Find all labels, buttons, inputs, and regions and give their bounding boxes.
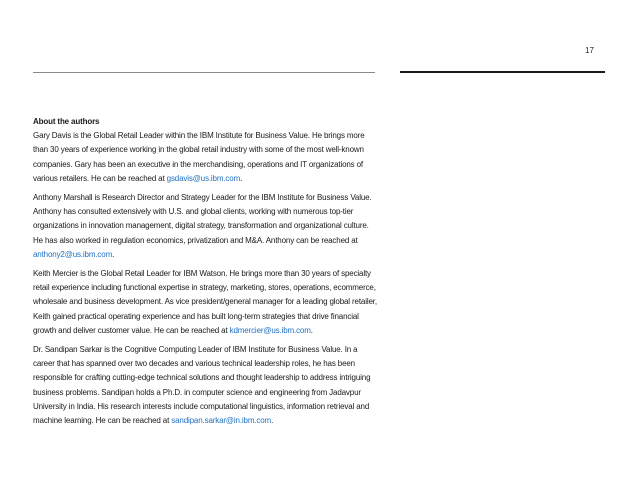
author-bio-keith-mercier: [33, 267, 378, 338]
author-bio-text: Anthony Marshall is Research Director and Strategy Leader for the IBM Institute for Business Value. Anthony has consulted extensively with U.S. and global clients, working with numerous top-tier organizations in innovation management, digital strategy, transformation and organizational culture. He has also worked in regulation economics, privatization and M&A. Anthony can be reached at: [33, 193, 372, 245]
author-bio-text: Dr. Sandipan Sarkar is the Cognitive Computing Leader of IBM Institute for Business Value. In a career that has spanned over two decades and various technical leadership roles, he has been responsible for crafting cutting-edge technical solutions and thought leadership to address intriguing business problems. Sandipan holds a Ph.D. in computer science and engineering from Jadavpur University in India. His research interests include computational linguistics, information retrieval and machine learning. He can be reached at: [33, 345, 371, 426]
author-bio-text: Keith Mercier is the Global Retail Leader for IBM Watson. He brings more than 30 years of specialty retail experience including functional expertise in strategy, marketing, stores, operations, ecommerce, wholesale and business development. As vice president/general manager for a leading global retailer, Keith gained practical operating experience and has built long-term strategies that drive financial growth and deliver customer value. He can be reached at: [33, 269, 377, 335]
bio-tail: .: [112, 249, 115, 259]
author-bio-sandipan-sarkar: [33, 343, 378, 428]
email-link-anthony2[interactable]: anthony2@us.ibm.com: [33, 249, 113, 259]
bio-tail: .: [310, 325, 313, 335]
author-bio-anthony-marshall: [33, 191, 378, 262]
author-bio-gary-davis: [33, 129, 378, 186]
email-link-kdmercier[interactable]: kdmercier@us.ibm.com: [229, 325, 311, 335]
section-heading: About the authors: [33, 117, 100, 126]
divider-rule-right: [400, 71, 605, 73]
email-link-gsdavis[interactable]: gsdavis@us.ibm.com: [166, 173, 241, 183]
page-number: 17: [585, 46, 594, 55]
bio-tail: .: [240, 173, 243, 183]
about-authors-section: [33, 115, 378, 433]
email-link-sandipan-sarkar[interactable]: sandipan.sarkar@in.ibm.com: [171, 416, 272, 426]
divider-rule-left: [33, 72, 375, 73]
bio-tail: .: [271, 416, 274, 426]
author-bio-text: Gary Davis is the Global Retail Leader within the IBM Institute for Business Value. He brings more than 30 years of experience working in the global retail industry with some of the most well-known companies. Gary has been an executive in the merchandising, operations and IT organizations of various retailers. He can be reached at: [33, 131, 365, 183]
